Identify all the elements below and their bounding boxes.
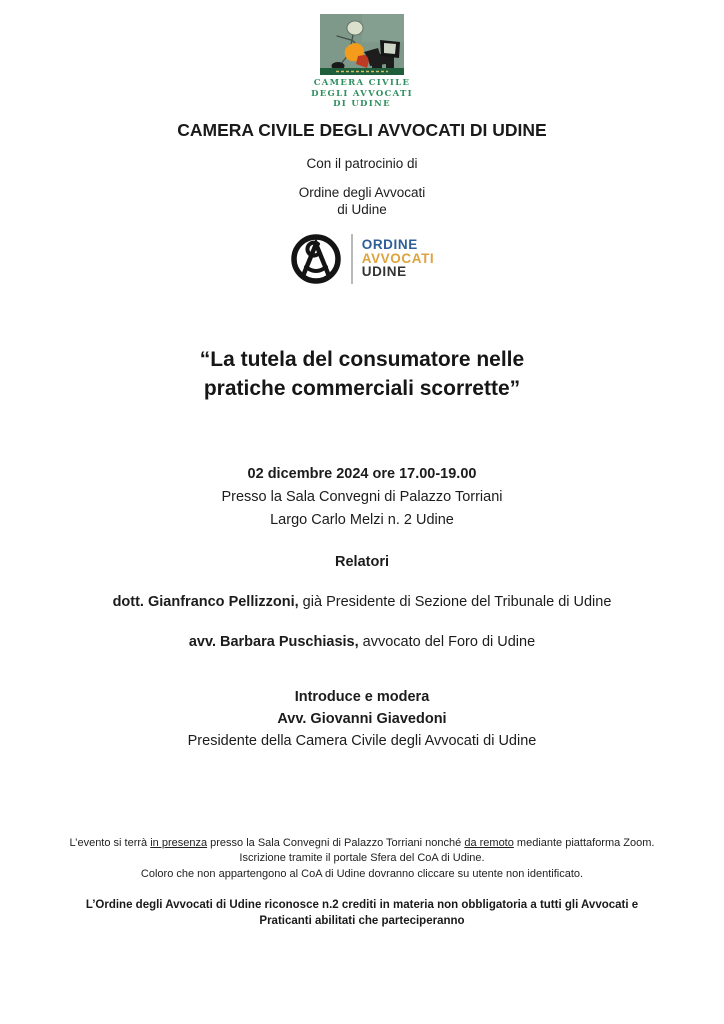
moderator-name: Avv. Giovanni Giavedoni <box>277 710 447 727</box>
event-address: Largo Carlo Melzi n. 2 Udine <box>270 511 454 528</box>
event-datetime: 02 dicembre 2024 ore 17.00-19.00 <box>247 465 477 482</box>
patron-org-line: Ordine degli Avvocati <box>298 184 426 200</box>
patron-org-line: di Udine <box>337 201 387 217</box>
credits-line: L’Ordine degli Avvocati di Udine riconosce n.2 crediti in materia non obbligatoria a tutti gli Avvocati e <box>85 899 639 911</box>
patron-organization <box>299 184 426 218</box>
camera-logo-text-line: DI UDINE <box>333 99 391 109</box>
event-title <box>200 345 524 403</box>
info-line <box>70 836 655 852</box>
ordine-avvocati-logo-text <box>362 238 435 279</box>
event-info-note <box>70 836 655 883</box>
info-underlined-text: in presenza <box>150 836 208 849</box>
info-underlined-text: da remoto <box>464 836 514 849</box>
moderator-heading: Introduce e modera <box>294 688 430 705</box>
speaker-role: già Presidente di Sezione del Tribunale di Udine <box>298 593 612 610</box>
info-line: Iscrizione tramite il portale Sfera del CoA di Udine. <box>239 852 485 864</box>
ordine-logo-line: AVVOCATI <box>361 250 435 266</box>
speakers-heading: Relatori <box>335 553 389 570</box>
speaker-row <box>189 634 535 650</box>
patronage-line: Con il patrocinio di <box>306 155 418 171</box>
ordine-avvocati-monogram-icon <box>290 233 342 285</box>
info-text: mediante piattaforma Zoom. <box>513 836 655 849</box>
speaker-row <box>113 594 612 610</box>
moderator-block <box>188 686 537 752</box>
moderator-role: Presidente della Camera Civile degli Avvocati di Udine <box>187 732 537 749</box>
speaker-name: avv. Barbara Puschiasis, <box>188 633 359 650</box>
camera-civile-logo-caption <box>311 78 413 110</box>
credits-note <box>86 897 638 929</box>
event-venue: Presso la Sala Convegni di Palazzo Torriani <box>221 488 503 505</box>
event-title-line: “La tutela del consumatore nelle <box>199 347 525 371</box>
credits-line: Praticanti abilitati che parteciperanno <box>259 915 465 927</box>
ordine-logo-line: ORDINE <box>361 237 418 253</box>
speaker-name: dott. Gianfranco Pellizzoni, <box>112 593 299 610</box>
event-title-line: pratiche commerciali scorrette” <box>203 376 521 400</box>
speaker-role: avvocato del Foro di Udine <box>358 633 536 650</box>
info-text: L’evento si terrà <box>69 836 151 849</box>
logo-divider <box>351 234 353 284</box>
event-when-where <box>221 463 502 532</box>
page-title: CAMERA CIVILE DEGLI AVVOCATI DI UDINE <box>177 119 547 140</box>
camera-civile-logo-art-icon <box>320 14 404 75</box>
camera-logo-text-line: CAMERA CIVILE <box>313 78 411 88</box>
ordine-avvocati-logo <box>290 228 435 290</box>
camera-civile-logo <box>311 14 413 110</box>
info-line: Coloro che non appartengono al CoA di Udine dovranno cliccare su utente non identificato. <box>140 867 584 880</box>
ordine-logo-line: UDINE <box>361 264 407 280</box>
camera-logo-text-line: DEGLI AVVOCATI <box>311 88 413 99</box>
info-text: presso la Sala Convegni di Palazzo Torriani nonché <box>207 836 465 849</box>
